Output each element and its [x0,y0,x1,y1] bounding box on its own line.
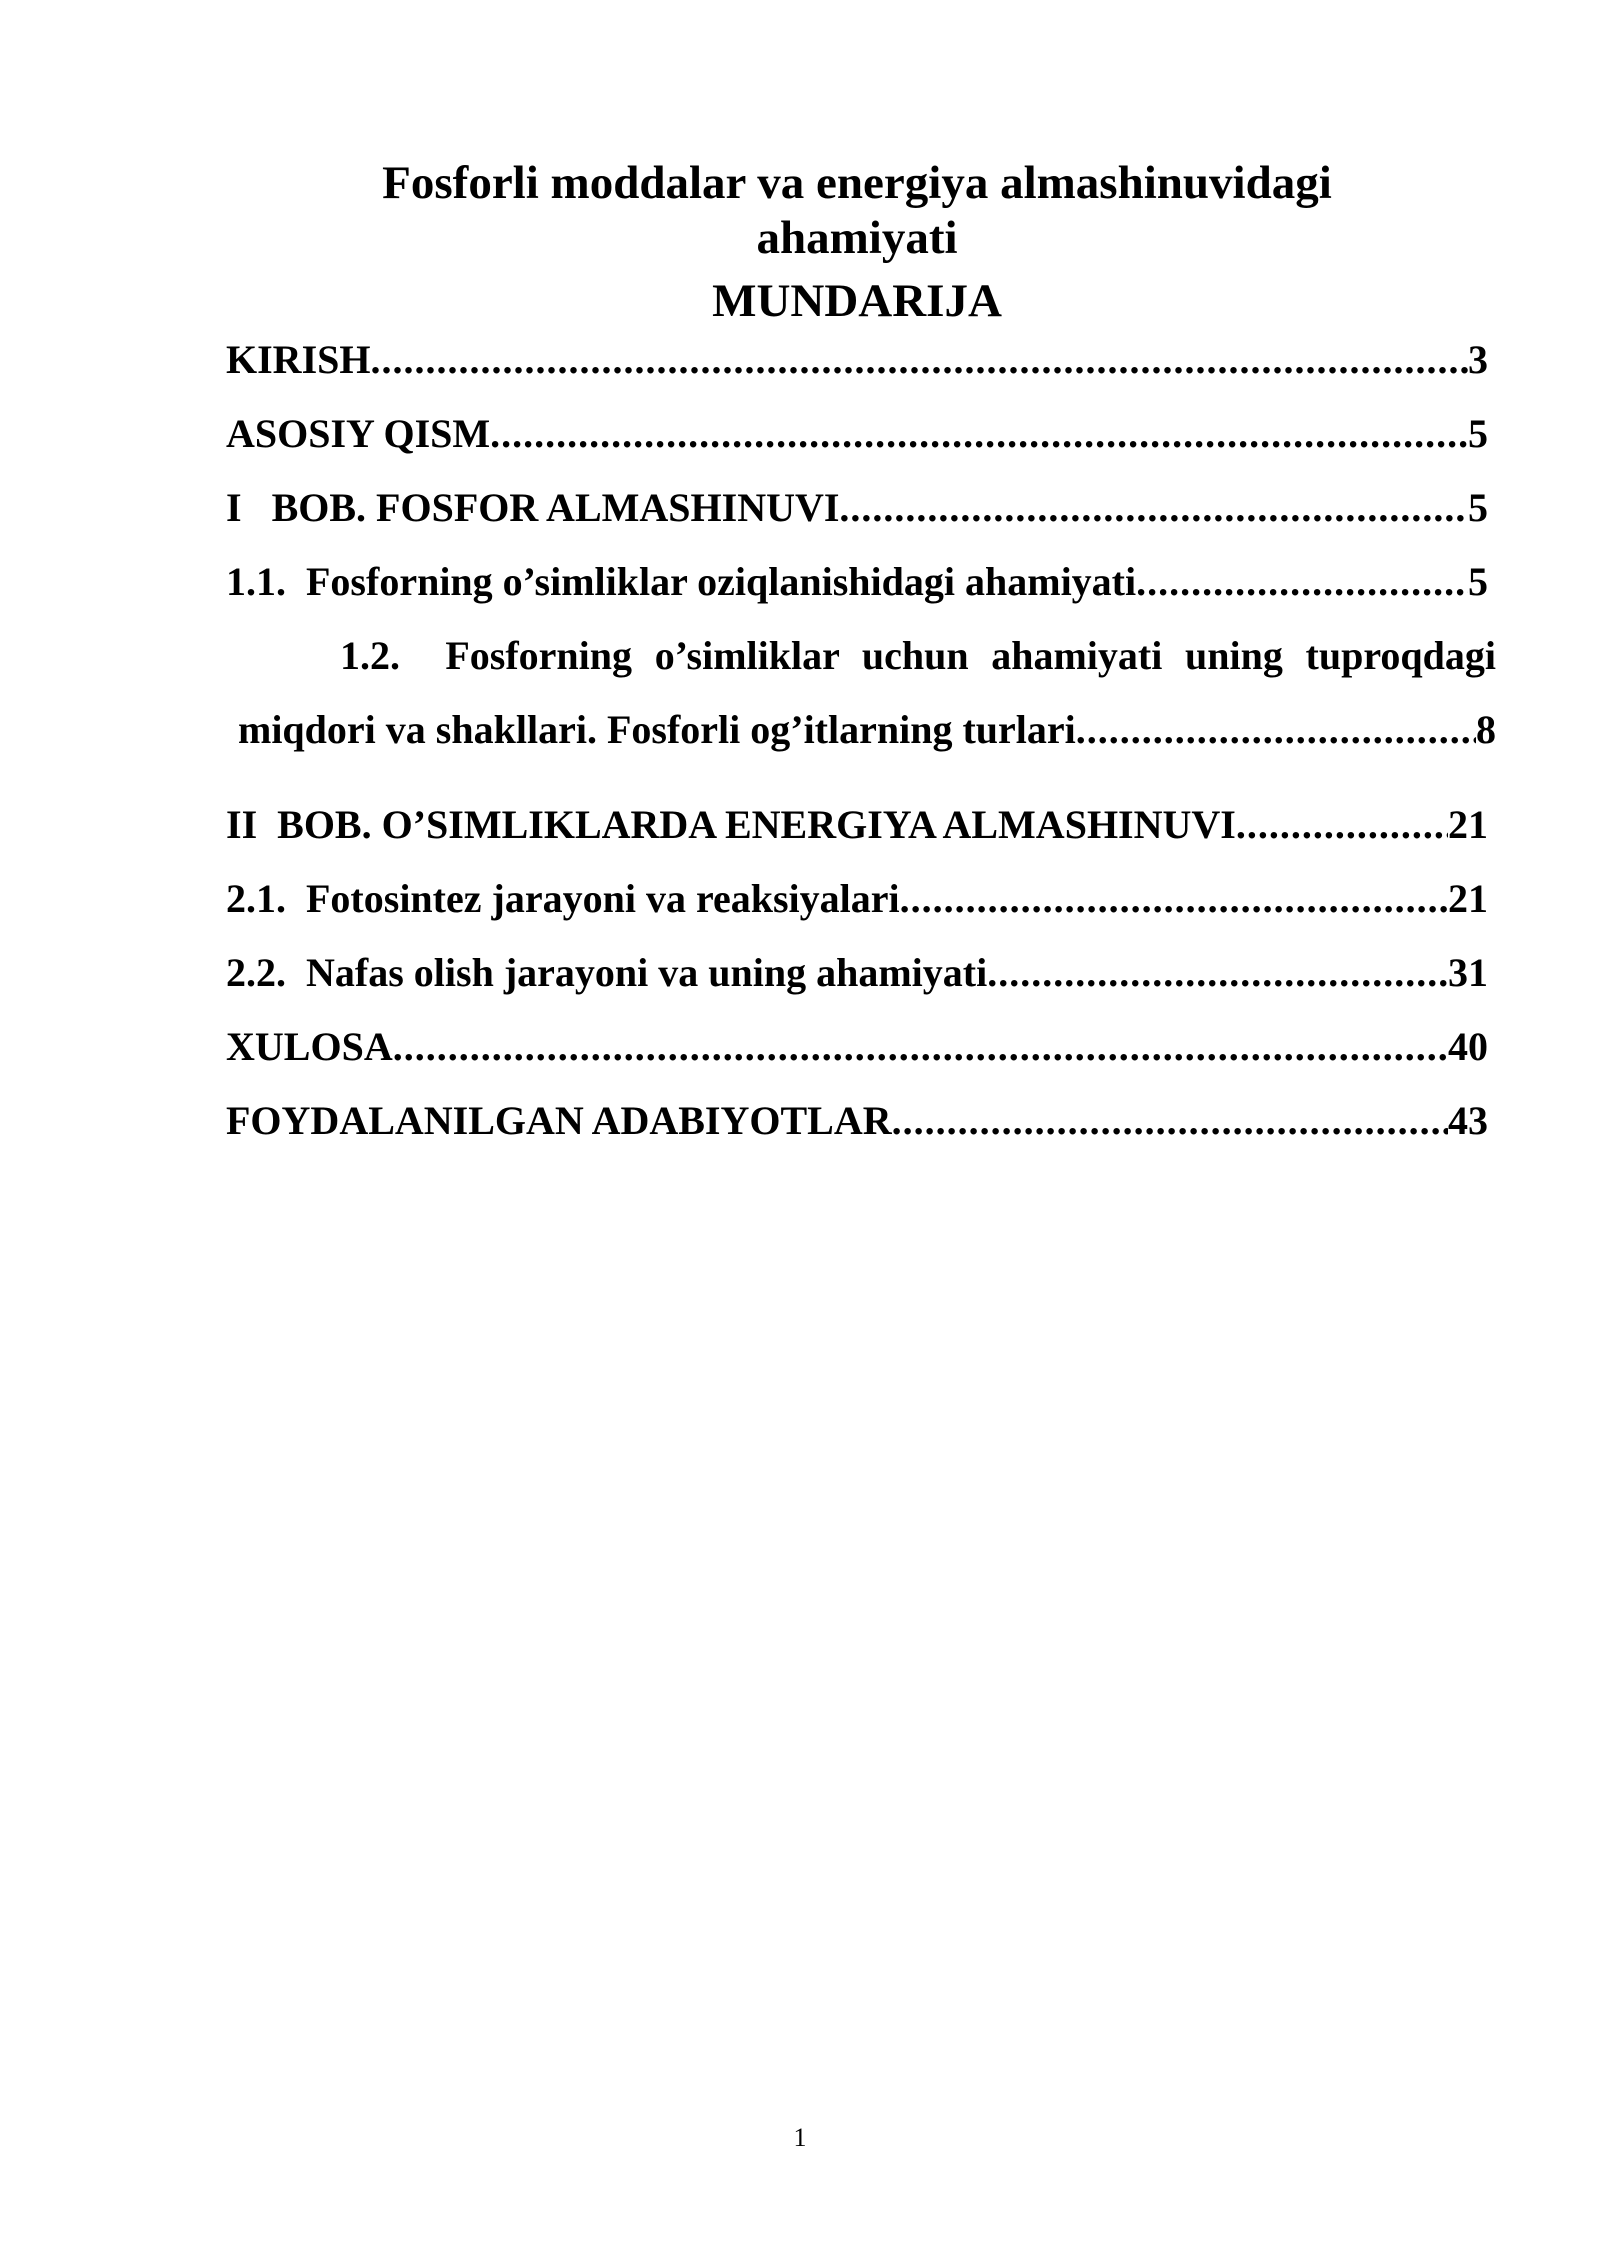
toc-entry-page: 5 [1468,485,1488,530]
toc-leader-dots [900,875,1448,923]
toc-entry-section-1-1[interactable] [226,558,1488,606]
toc-entry-section-2-2[interactable] [226,949,1488,997]
toc-entry-page: 8 [1476,707,1496,752]
toc-leader-dots [987,949,1448,997]
toc-entry-page: 40 [1448,1024,1488,1069]
toc-entry-page: 5 [1468,559,1488,604]
toc-leader-dots [371,336,1469,384]
toc-entry-page: 21 [1448,876,1488,921]
toc-entry-label: 2.1. Fotosintez jarayoni va reaksiyalari [226,876,900,921]
toc-entry-label: XULOSA [226,1024,393,1069]
toc-entry-section-1-2[interactable] [238,706,1496,754]
toc-entry-page: 3 [1468,337,1488,382]
page-number: 1 [793,2123,807,2152]
document-title-line-2: ahamiyati [756,212,958,264]
toc-heading: MUNDARIJA [712,275,1002,327]
document-title-line-1: Fosforli moddalar va energiya almashinuvidagi [382,157,1332,209]
toc-leader-dots [393,1023,1448,1071]
toc-entry-adabiyotlar[interactable] [226,1097,1488,1145]
toc-leader-dots [1076,706,1476,754]
toc-entry-kirish[interactable] [226,336,1488,384]
toc-leader-dots [839,484,1468,532]
toc-leader-dots [892,1097,1448,1145]
toc-leader-dots [1236,801,1448,849]
toc-entry-label: ASOSIY QISM [226,411,491,456]
toc-entry-label: miqdori va shakllari. Fosforli og’itlarning turlari [238,707,1076,752]
toc-entry-label: I BOB. FOSFOR ALMASHINUVI [226,485,840,530]
toc-entry-chapter-1[interactable] [226,484,1488,532]
toc-entry-label: 1.1. Fosforning o’simliklar oziqlanishidagi ahamiyati [226,559,1137,604]
toc-entry-page: 31 [1448,950,1488,995]
toc-entry-label: KIRISH [226,337,371,382]
toc-entry-asosiy-qism[interactable] [226,410,1488,458]
toc-entry-label: 2.2. Nafas olish jarayoni va uning ahamiyati [226,950,988,995]
toc-entry-label: FOYDALANILGAN ADABIYOTLAR [226,1098,892,1143]
toc-entry-page: 21 [1448,802,1488,847]
toc-entry-section-2-1[interactable] [226,875,1488,923]
toc-leader-dots [490,410,1468,458]
toc-entry-label: II BOB. O’SIMLIKLARDA ENERGIYA ALMASHINUVI [226,802,1236,847]
toc-entry-chapter-2[interactable] [226,801,1488,849]
toc-entry-xulosa[interactable] [226,1023,1488,1071]
toc-leader-dots [1136,558,1468,606]
toc-entry-page: 5 [1468,411,1488,456]
toc-entry-section-1-2-line-1[interactable]: 1.2. Fosforning o’simliklar uchun ahamiyati uning tuproqdagi [340,633,1496,678]
toc-entry-page: 43 [1448,1098,1488,1143]
